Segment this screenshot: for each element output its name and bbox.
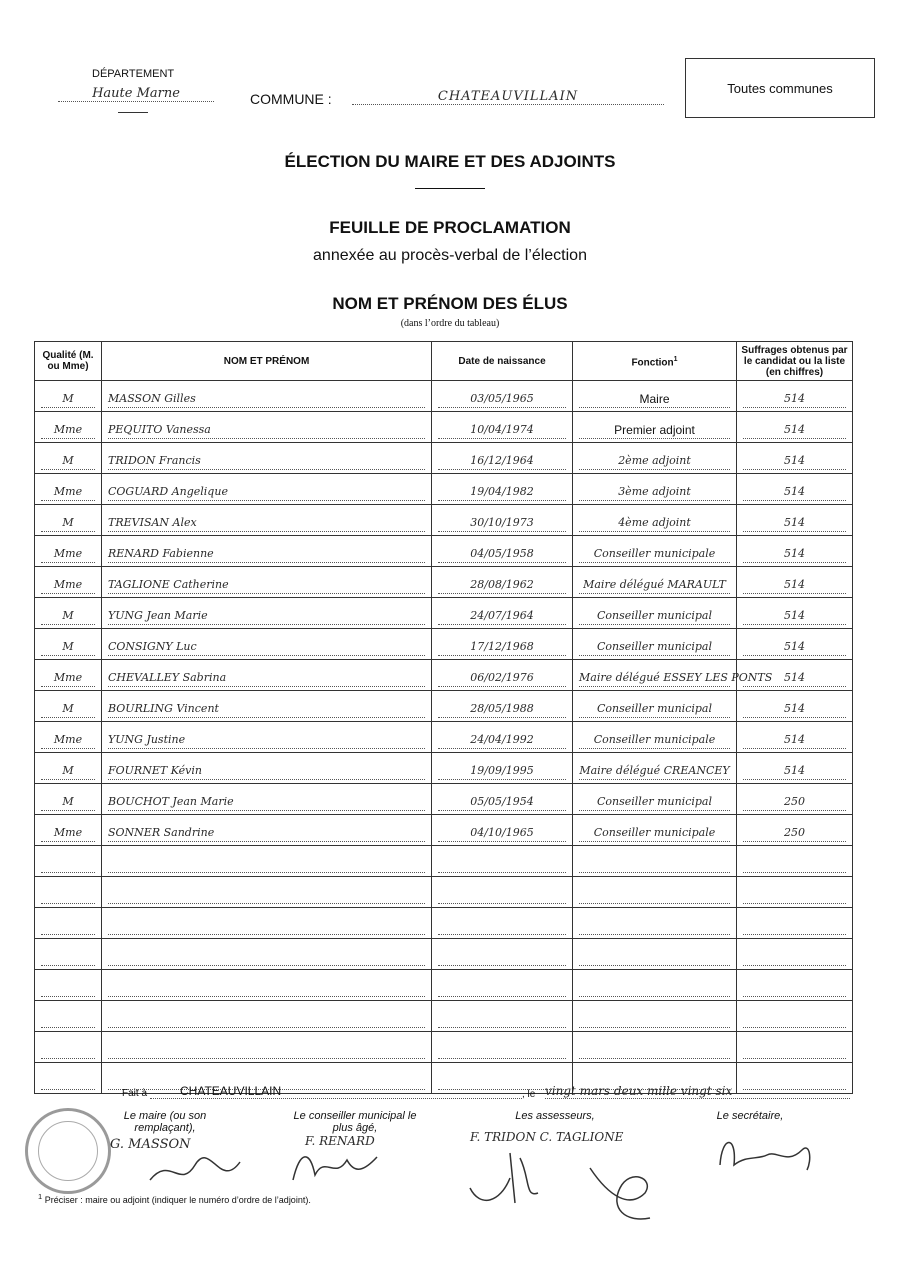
nom-cell [102, 443, 432, 474]
assesseurs-title: Les assesseurs, [515, 1110, 595, 1122]
qualite-value: M [41, 392, 95, 408]
fonction-cell [573, 846, 737, 877]
qualite-value [41, 950, 95, 966]
date-cell [432, 877, 573, 908]
fonction-value: Conseiller municipal [579, 795, 730, 811]
qualite-cell [35, 908, 102, 939]
le-value: vingt mars deux mille vingt six [545, 1084, 850, 1099]
suffrages-value: 250 [743, 826, 846, 842]
le-label: , le [522, 1089, 536, 1100]
table-row [35, 629, 853, 660]
suffrages-cell [737, 567, 853, 598]
qualite-cell [35, 629, 102, 660]
departement-label: DÉPARTEMENT [92, 68, 175, 80]
suffrages-value: 514 [743, 516, 846, 532]
suffrages-cell [737, 753, 853, 784]
suffrages-value: 514 [743, 485, 846, 501]
table-row [35, 908, 853, 939]
table-row [35, 815, 853, 846]
date-cell [432, 598, 573, 629]
qualite-cell [35, 970, 102, 1001]
nom-cell [102, 505, 432, 536]
suffrages-value: 514 [743, 671, 846, 687]
fonction-value [579, 919, 730, 935]
fonction-cell [573, 691, 737, 722]
date-value [438, 1012, 566, 1028]
fonction-value: 4ème adjoint [579, 516, 730, 532]
fonction-cell [573, 970, 737, 1001]
qualite-value [41, 1012, 95, 1028]
table-row [35, 691, 853, 722]
nom-value: PEQUITO Vanessa [108, 423, 425, 439]
nom-value: BOURLING Vincent [108, 702, 425, 718]
fonction-cell [573, 1001, 737, 1032]
qualite-cell [35, 1032, 102, 1063]
commune-type-label: Toutes communes [727, 81, 833, 96]
date-value: 24/07/1964 [438, 609, 566, 625]
qualite-cell [35, 815, 102, 846]
fait-value: CHATEAUVILLAIN [150, 1084, 522, 1099]
nom-value: YUNG Justine [108, 733, 425, 749]
qualite-value: Mme [41, 578, 95, 594]
date-value [438, 857, 566, 873]
suffrages-cell [737, 505, 853, 536]
fonction-cell [573, 474, 737, 505]
names-title: NOM ET PRÉNOM DES ÉLUS [332, 294, 568, 313]
suffrages-cell [737, 1001, 853, 1032]
fonction-cell [573, 660, 773, 691]
suffrages-value: 514 [743, 764, 846, 780]
suffrages-cell [737, 412, 853, 443]
fonction-value [579, 950, 730, 966]
fonction-value: Premier adjoint [579, 423, 730, 439]
header-qualite: Qualité (M. ou Mme) [35, 342, 102, 381]
date-value: 24/04/1992 [438, 733, 566, 749]
title-divider [415, 188, 485, 189]
qualite-value: M [41, 516, 95, 532]
date-value [438, 888, 566, 904]
suffrages-cell [737, 784, 853, 815]
date-cell [432, 1032, 573, 1063]
qualite-cell [35, 474, 102, 505]
nom-cell [102, 567, 432, 598]
nom-value: CHEVALLEY Sabrina [108, 671, 425, 687]
fait-label: Fait à [122, 1088, 148, 1099]
fonction-cell [573, 939, 737, 970]
suffrages-value: 514 [743, 392, 846, 408]
date-cell [432, 784, 573, 815]
date-cell [432, 536, 573, 567]
qualite-value: M [41, 795, 95, 811]
qualite-value: Mme [41, 826, 95, 842]
qualite-value: Mme [41, 733, 95, 749]
nom-cell [102, 691, 432, 722]
table-row [35, 970, 853, 1001]
qualite-cell [35, 598, 102, 629]
nom-value [108, 981, 425, 997]
date-cell [432, 815, 573, 846]
qualite-cell [35, 877, 102, 908]
qualite-value: M [41, 454, 95, 470]
date-value [438, 981, 566, 997]
nom-cell [102, 877, 432, 908]
table-row [35, 567, 853, 598]
qualite-value: M [41, 702, 95, 718]
suffrages-value: 514 [743, 702, 846, 718]
assesseurs-names: F. TRIDON C. TAGLIONE [470, 1130, 624, 1144]
nom-value [108, 919, 425, 935]
date-value [438, 919, 566, 935]
fonction-cell [573, 536, 737, 567]
qualite-cell [35, 784, 102, 815]
header-fonction [573, 342, 737, 381]
date-cell [432, 1001, 573, 1032]
nom-cell [102, 939, 432, 970]
fonction-value [579, 1043, 730, 1059]
qualite-cell [35, 1001, 102, 1032]
nom-cell [102, 722, 432, 753]
qualite-value [41, 919, 95, 935]
suffrages-cell [737, 1032, 853, 1063]
date-cell [432, 505, 573, 536]
main-title: ÉLECTION DU MAIRE ET DES ADJOINTS [284, 152, 616, 171]
qualite-value: M [41, 640, 95, 656]
nom-cell [102, 846, 432, 877]
nom-cell [102, 381, 432, 412]
suffrages-value: 250 [743, 795, 846, 811]
table-row [35, 939, 853, 970]
separator [118, 112, 148, 113]
qualite-value: M [41, 609, 95, 625]
fonction-value: Conseiller municipal [579, 609, 730, 625]
fonction-value: Conseiller municipal [579, 702, 730, 718]
suffrages-cell [737, 815, 853, 846]
date-value [438, 1043, 566, 1059]
footnote-mark: 1 [38, 1192, 43, 1201]
suffrages-value [743, 950, 846, 966]
conseiller-title: Le conseiller municipal le plus âgé, [293, 1110, 417, 1134]
nom-value: MASSON Gilles [108, 392, 425, 408]
date-value: 04/05/1958 [438, 547, 566, 563]
stamp-inner-ring [38, 1121, 98, 1181]
qualite-value: Mme [41, 485, 95, 501]
nom-value [108, 857, 425, 873]
suffrages-value [743, 1043, 846, 1059]
qualite-cell [35, 1063, 102, 1094]
date-value: 03/05/1965 [438, 392, 566, 408]
date-cell [432, 474, 573, 505]
nom-value: COGUARD Angelique [108, 485, 425, 501]
table-row [35, 1032, 853, 1063]
qualite-cell [35, 505, 102, 536]
qualite-cell [35, 536, 102, 567]
fonction-value [579, 1012, 730, 1028]
fonction-value: Conseiller municipale [579, 547, 730, 563]
nom-value [108, 1012, 425, 1028]
secretaire-signature [712, 1130, 822, 1180]
qualite-value [41, 1074, 95, 1090]
qualite-value: Mme [41, 671, 95, 687]
nom-cell [102, 784, 432, 815]
qualite-cell [35, 567, 102, 598]
nom-cell [102, 908, 432, 939]
nom-value: RENARD Fabienne [108, 547, 425, 563]
date-value: 04/10/1965 [438, 826, 566, 842]
nom-value: TREVISAN Alex [108, 516, 425, 532]
date-value: 10/04/1974 [438, 423, 566, 439]
nom-value [108, 888, 425, 904]
table-row [35, 1001, 853, 1032]
suffrages-value: 514 [743, 547, 846, 563]
suffrages-value [743, 981, 846, 997]
nom-cell [102, 660, 432, 691]
table-row [35, 412, 853, 443]
header-date: Date de naissance [432, 342, 573, 381]
suffrages-value [743, 1012, 846, 1028]
fonction-value: Maire délégué ESSEY LES PONTS [579, 671, 730, 687]
date-cell [432, 753, 573, 784]
table-row [35, 381, 853, 412]
fonction-cell [573, 381, 737, 412]
date-value: 06/02/1976 [438, 671, 566, 687]
fonction-cell [573, 443, 737, 474]
date-cell [432, 908, 573, 939]
suffrages-cell [737, 691, 853, 722]
fonction-value [579, 857, 730, 873]
elected-table [34, 341, 853, 1094]
fonction-cell [573, 784, 737, 815]
nom-value: TAGLIONE Catherine [108, 578, 425, 594]
qualite-cell [35, 381, 102, 412]
table-row [35, 753, 853, 784]
table-row [35, 505, 853, 536]
annex-subtitle: annexée au procès-verbal de l’élection [313, 247, 587, 264]
suffrages-value [743, 888, 846, 904]
nom-cell [102, 536, 432, 567]
date-cell [432, 412, 573, 443]
suffrages-cell [737, 846, 853, 877]
nom-value: FOURNET Kévin [108, 764, 425, 780]
nom-cell [102, 474, 432, 505]
header-nom: NOM ET PRÉNOM [102, 342, 432, 381]
nom-cell [102, 753, 432, 784]
nom-cell [102, 1032, 432, 1063]
footnote [38, 1192, 311, 1205]
qualite-cell [35, 660, 102, 691]
fonction-value: Maire délégué MARAULT [579, 578, 730, 594]
date-value [438, 950, 566, 966]
maire-name: G. MASSON [110, 1137, 191, 1152]
fonction-cell [573, 567, 737, 598]
fonction-cell [573, 1032, 737, 1063]
qualite-cell [35, 846, 102, 877]
commune-label: COMMUNE : [250, 91, 332, 107]
departement-value: Haute Marne [58, 86, 214, 102]
header-fonction-note: 1 [673, 355, 678, 363]
date-cell [432, 443, 573, 474]
nom-cell [102, 598, 432, 629]
suffrages-cell [737, 629, 853, 660]
date-value: 28/05/1988 [438, 702, 566, 718]
suffrages-cell [737, 474, 853, 505]
nom-cell [102, 412, 432, 443]
suffrages-value: 514 [743, 423, 846, 439]
nom-value: TRIDON Francis [108, 454, 425, 470]
suffrages-cell [737, 939, 853, 970]
commune-type-box [685, 58, 875, 118]
date-value: 16/12/1964 [438, 454, 566, 470]
qualite-cell [35, 722, 102, 753]
suffrages-value: 514 [743, 578, 846, 594]
suffrages-cell [737, 908, 853, 939]
fonction-value: Maire délégué CREANCEY [579, 764, 730, 780]
suffrages-value: 514 [743, 609, 846, 625]
date-cell [432, 939, 573, 970]
nom-value: BOUCHOT Jean Marie [108, 795, 425, 811]
qualite-cell [35, 753, 102, 784]
maire-title: Le maire (ou son remplaçant), [123, 1110, 207, 1134]
fonction-value: Conseiller municipale [579, 733, 730, 749]
table-row [35, 536, 853, 567]
suffrages-cell [737, 877, 853, 908]
date-cell [432, 629, 573, 660]
qualite-value [41, 981, 95, 997]
table-row [35, 722, 853, 753]
maire-signature [140, 1150, 250, 1195]
qualite-value: Mme [41, 423, 95, 439]
header-suffrages: Suffrages obtenus par le candidat ou la liste (en chiffres) [737, 342, 853, 381]
date-cell [432, 691, 573, 722]
date-value: 19/09/1995 [438, 764, 566, 780]
nom-value [108, 950, 425, 966]
fonction-cell [573, 722, 737, 753]
suffrages-cell [737, 722, 853, 753]
fonction-cell [573, 815, 737, 846]
date-value: 19/04/1982 [438, 485, 566, 501]
nom-cell [102, 629, 432, 660]
qualite-cell [35, 412, 102, 443]
date-cell [432, 567, 573, 598]
header-fonction-label: Fonction [631, 357, 674, 369]
fonction-value: Maire [579, 392, 730, 408]
suffrages-cell [737, 381, 853, 412]
footnote-text: Préciser : maire ou adjoint (indiquer le numéro d’ordre de l’adjoint). [44, 1195, 311, 1205]
fonction-value: 2ème adjoint [579, 454, 730, 470]
nom-cell [102, 970, 432, 1001]
fonction-cell [573, 505, 737, 536]
table-row [35, 784, 853, 815]
nom-cell [102, 815, 432, 846]
table-row [35, 443, 853, 474]
suffrages-cell [737, 443, 853, 474]
table-row [35, 474, 853, 505]
qualite-value [41, 888, 95, 904]
date-cell [432, 660, 573, 691]
nom-value: YUNG Jean Marie [108, 609, 425, 625]
nom-value: SONNER Sandrine [108, 826, 425, 842]
date-cell [432, 846, 573, 877]
date-value: 05/05/1954 [438, 795, 566, 811]
fonction-value [579, 888, 730, 904]
suffrages-value: 514 [743, 454, 846, 470]
fonction-cell [573, 877, 737, 908]
table-header-row [35, 342, 853, 381]
fonction-value [579, 981, 730, 997]
qualite-cell [35, 939, 102, 970]
suffrages-value [743, 857, 846, 873]
fonction-cell [573, 908, 737, 939]
date-cell [432, 381, 573, 412]
suffrages-cell [737, 536, 853, 567]
date-cell [432, 970, 573, 1001]
table-row [35, 877, 853, 908]
mairie-stamp [25, 1108, 111, 1194]
nom-cell [102, 1001, 432, 1032]
fonction-cell [573, 753, 737, 784]
suffrages-value [743, 919, 846, 935]
proclamation-title: FEUILLE DE PROCLAMATION [329, 218, 571, 237]
suffrages-cell [737, 970, 853, 1001]
table-row [35, 660, 853, 691]
nom-value [108, 1043, 425, 1059]
assesseurs-signatures [460, 1148, 680, 1228]
conseiller-name: F. RENARD [305, 1134, 375, 1148]
table-row [35, 598, 853, 629]
date-cell [432, 722, 573, 753]
suffrages-cell [737, 598, 853, 629]
fonction-cell [573, 629, 737, 660]
qualite-cell [35, 443, 102, 474]
conseiller-signature [285, 1145, 385, 1190]
fonction-value: Conseiller municipal [579, 640, 730, 656]
suffrages-value: 514 [743, 640, 846, 656]
date-value: 17/12/1968 [438, 640, 566, 656]
fonction-value: Conseiller municipale [579, 826, 730, 842]
date-value: 28/08/1962 [438, 578, 566, 594]
qualite-value [41, 1043, 95, 1059]
nom-value: CONSIGNY Luc [108, 640, 425, 656]
secretaire-title: Le secrétaire, [716, 1110, 784, 1122]
qualite-value: M [41, 764, 95, 780]
fonction-value: 3ème adjoint [579, 485, 730, 501]
commune-value: CHATEAUVILLAIN [352, 89, 664, 105]
fonction-cell [573, 412, 737, 443]
table-row [35, 846, 853, 877]
suffrages-value: 514 [743, 733, 846, 749]
date-value: 30/10/1973 [438, 516, 566, 532]
qualite-value [41, 857, 95, 873]
qualite-cell [35, 691, 102, 722]
fonction-cell [573, 598, 737, 629]
qualite-value: Mme [41, 547, 95, 563]
order-note: (dans l’ordre du tableau) [400, 318, 500, 329]
